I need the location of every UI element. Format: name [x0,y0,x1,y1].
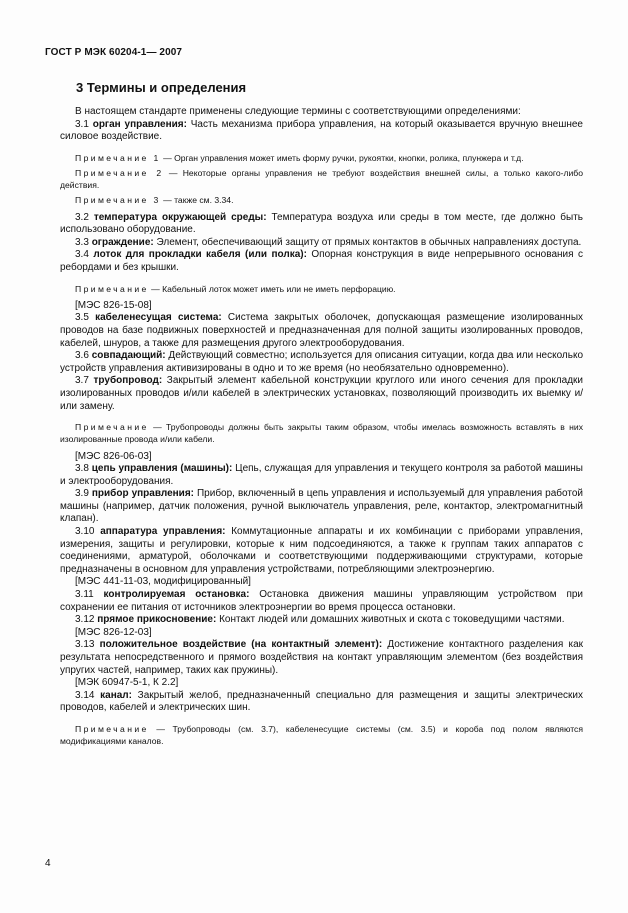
note-label: Примечание [75,422,149,433]
term-3-10 [60,526,583,576]
term-definition: Цепь, служащая для управления и текущего контроля за работой машины и электрооборудования. [60,463,583,487]
term-definition: Прибор, включенный в цепь управления и используемый для управления работой машины (например, датчик положения, ручной выключатель управления, реле, контактор, электромагнитный клапан). [60,488,583,525]
term-definition: Закрытый желоб, предназначенный специально для размещения и защиты электрических проводов, кабелей и электрических шин. [60,689,583,714]
term-3-4 [60,249,583,274]
note-label: Примечание [75,723,149,734]
term-3-13 [60,639,583,677]
document-header: ГОСТ Р МЭК 60204-1— 2007 [45,47,183,58]
note-label: Примечание 1 [75,152,161,163]
term-name: контролируемая остановка: [103,589,250,601]
term-name: прибор управления: [91,488,194,500]
term-definition: Элемент, обеспечивающий защиту от прямых контактов в обычных направлениях доступа. [153,236,582,248]
term-definition: Температура воздуха или среды в том месте, где должно быть использовано оборудование. [60,211,583,236]
note-3-1-2 [60,167,583,191]
term-name: кабеленесущая система: [95,312,222,324]
term-definition: Контакт людей или домашних животных и скота с токоведущими частями. [216,614,565,626]
term-number: 3.14 [75,689,101,701]
term-definition: Опорная конструкция в виде непрерывного основания с ребордами и без крышки. [60,249,583,273]
term-definition: Достижение контактного разделения как результата непосредственного и прямого воздействия на контакт управляющим элементом (без воздействия упругих частей, например, таких как пружины). [60,639,583,676]
page-number: 4 [45,858,51,869]
term-name: температура окружающей среды: [93,211,267,223]
document-body [60,106,583,747]
note-3-4 [60,283,583,295]
term-3-9 [60,488,583,526]
intro-paragraph: В настоящем стандарте применены следующие термины с соответствующими определениями: [75,106,521,117]
term-number: 3.1 [75,118,93,130]
term-3-11 [60,589,583,614]
term-name: положительное воздействие (на контактный элемент): [99,639,383,651]
term-name: трубопровод: [93,375,163,387]
reference-3-4: [МЭС 826-15-08] [75,299,152,311]
term-number: 3.4 [75,249,94,261]
note-text: — Трубопроводы должны быть закрыты таким образом, чтобы имелась возможность вставлять в них изолированные провода и/или кабели. [60,422,583,445]
term-number: 3.5 [75,312,96,324]
reference-3-7: [МЭС 826-06-03] [75,450,152,462]
term-number: 3.6 [75,350,92,362]
note-3-1-1 [60,152,583,164]
term-name: цепь управления (машины): [91,463,233,475]
note-label: Примечание [75,283,149,294]
note-text: — также см. 3.34. [160,195,234,206]
reference-3-13: [МЭК 60947-5-1, К 2.2] [75,677,179,689]
term-3-7 [60,375,583,413]
term-definition: Действующий совместно; используется для описания ситуации, когда два или несколько устройств управления активизированы в одно и то же время (но необязательно одновременно). [60,350,584,374]
reference-3-10: [МЭС 441-11-03, модифицированный] [75,576,251,588]
note-label: Примечание 3 [75,195,161,206]
term-3-14 [60,690,583,715]
term-number: 3.12 [75,614,98,626]
term-3-6 [60,350,583,375]
term-number: 3.9 [75,488,92,500]
reference-3-12: [МЭС 826-12-03] [75,626,152,638]
note-3-7 [60,421,583,445]
term-name: прямое прикосновение: [97,614,217,626]
term-3-1 [60,119,583,144]
term-3-5 [60,312,583,350]
term-name: совпадающий: [91,350,166,362]
term-name: канал: [100,689,132,701]
term-3-8 [60,463,583,488]
note-3-1-3 [60,194,583,206]
term-name: лоток для прокладки кабеля (или полка): [93,249,307,261]
term-3-12 [60,614,583,627]
term-number: 3.10 [75,526,101,538]
section-title: 3 Термины и определения [76,80,247,95]
term-number: 3.11 [75,589,104,601]
term-number: 3.8 [75,463,92,475]
term-definition: Часть механизма прибора управления, на который оказывается вручную внешнее силовое воздействие. [60,118,583,143]
term-number: 3.3 [75,236,92,248]
note-text: — Кабельный лоток может иметь или не иметь перфорацию. [148,283,396,294]
term-number: 3.13 [75,639,100,651]
term-definition: Остановка движения машины управляющим устройством при сохранении ее питания от источников электроэнергии во время процесса остановки. [60,589,584,613]
term-3-2 [60,212,583,237]
note-label: Примечание 2 [75,167,164,178]
note-text: — Трубопроводы (см. 3.7), кабеленесущие системы (см. 3.5) и короба под полом являются модификациями каналов. [60,723,583,747]
note-text: — Орган управления может иметь форму ручки, рукоятки, кнопки, ролика, плунжера и т.д. [160,152,524,163]
term-definition: Система закрытых оболочек, допускающая размещение изолированных проводов на базе подвижных поверхностей и предназначенная для полной защиты изолированных проводов, кабелей, шнуров, а также для размещения другого электрооборудования. [60,312,583,349]
term-name: ограждение: [91,236,154,248]
term-number: 3.2 [75,211,94,223]
note-text: — Некоторые органы управления не требуют воздействия внешней силы, а только какого-либо действия. [60,167,583,191]
term-name: орган управления: [92,118,187,130]
note-3-14 [60,723,583,747]
term-name: аппаратура управления: [100,526,226,538]
term-number: 3.7 [75,375,94,387]
term-3-3 [60,237,583,250]
term-definition: Закрытый элемент кабельной конструкции круглого или иного сечения для прокладки изолированных проводов и/или кабелей в электрических установках, позволяющий производить их выемку и/или замену. [60,375,583,412]
term-definition: Коммутационные аппараты и их комбинации с приборами управления, измерения, защиты и регулировки, которые к ним подсоединяются, а также к группам таких аппаратов с соединениями, арматурой, оболочками и соответствующими поддерживающими структурами, которые предназначены в основном для управления устройствами, потребляющими электроэнергию. [60,526,583,575]
